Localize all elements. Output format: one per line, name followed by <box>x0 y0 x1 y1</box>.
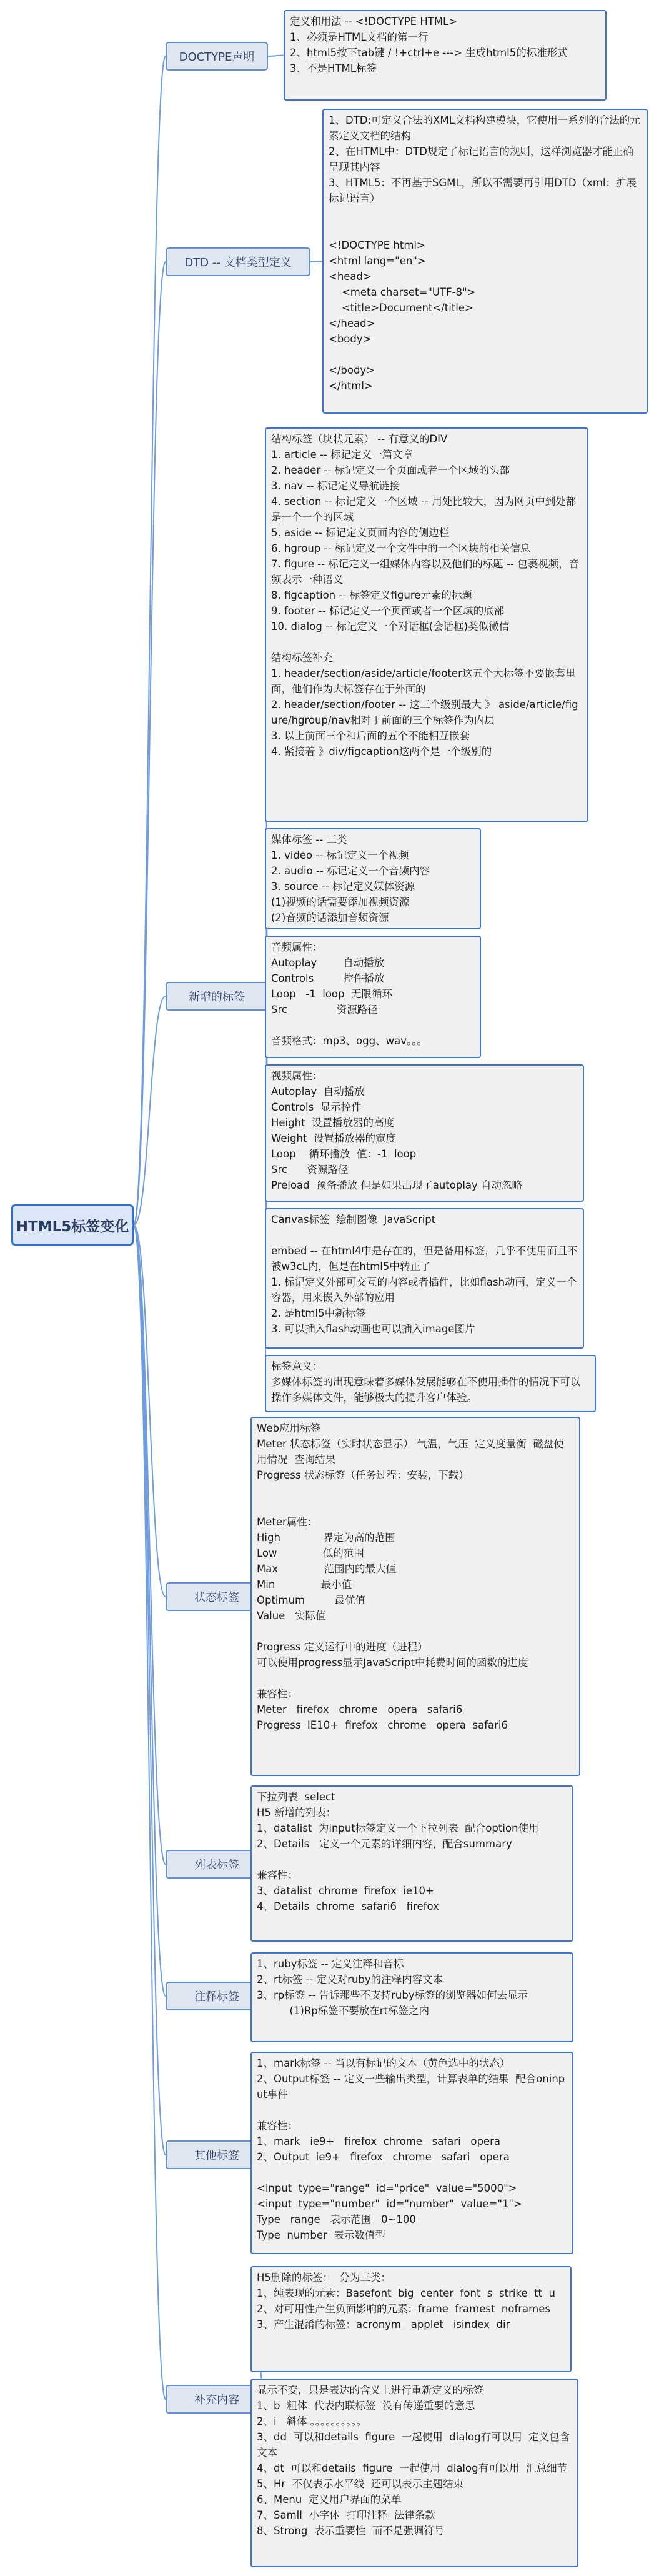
leaf-dtd: 1、DTD:可定义合法的XML文档构建模块，它使用一系列的合法的元素定义文档的结构 2、在HTML中：DTD规定了标记语言的规则，这样浏览器才能正确呈现其内容 3、HTML5：不再基于SGML，所以不需要再引用DTD（xml：扩展标记语言） <!DOCTYPE html> <html lang="en"> <head> <meta charset="UTF-8"> <title>Document</title> </head> <body> </body> </html> <box>322 109 648 414</box>
leaf-other-tags: 1、mark标签 -- 当以有标记的文本（黄色选中的状态） 2、Output标签 -- 定义一些输出类型，计算表单的结果 配合oninput事件 兼容性： 1、mark ie9+ firefox chrome safari opera 2、Output ie9+ firefox chrome safari opera <input type="range" id="price" value="5000"> <input type="number" id="number" value="1"> Type range 表示范围 0~100 Type number 表示数值型 <box>250 2052 573 2254</box>
branch-annotation-tags[interactable]: 注释标签 <box>166 1982 268 2010</box>
leaf-audio-attrs: 音频属性： Autoplay 自动播放 Controls 控件播放 Loop -1 loop 无限循环 Src 资源路径 音频格式：mp3、ogg、wav。。。 <box>265 936 481 1058</box>
connector-branch-leaf <box>268 56 284 57</box>
branch-doctype[interactable]: DOCTYPE声明 <box>166 42 268 71</box>
leaf-canvas-embed: Canvas标签 绘制图像 JavaScript embed -- 在html4中是存在的，但是备用标签，几乎不使用而且不被w3cL内，但是在html5中转正了 1. 标记定义外部可交互的内容或者插件，比如flash动画，定义一个容器，用来嵌入外部的应用 2. 是html5中新标签 3. 可以插入flash动画也可以插入image图片 <box>265 1208 584 1349</box>
root-node[interactable]: HTML5标签变化 <box>11 1204 134 1246</box>
branch-new-tags[interactable]: 新增的标签 <box>166 982 268 1011</box>
leaf-redefined-tags: 显示不变，只是表达的含义上进行重新定义的标签 1、b 粗体 代表内联标签 没有传递重要的意思 2、i 斜体 。。。。。。。。。。 3、dd 可以和details figure 一起使用 dialog有可以用 定义包含文本 4、dt 可以和details figure 一起使用 dialog有可以用 汇总细节 5、Hr 不仅表示水平线 还可以表示主题结束 6、Menu 定义用户界面的菜单 7、Samll 小字体 打印注释 法律条款 8、Strong 表示重要性 而不是强调符号 <box>250 2379 578 2567</box>
leaf-video-attrs: 视频属性： Autoplay 自动播放 Controls 显示控件 Height 设置播放器的高度 Weight 设置播放器的宽度 Loop 循环播放 值：-1 loop Src 资源路径 Preload 预备播放 但是如果出现了autoplay 自动忽略 <box>265 1064 584 1202</box>
leaf-removed-tags: H5删除的标签： 分为三类： 1、纯表现的元素：Basefont big center font s strike tt u 2、对可用性产生负面影响的元素：frame framest noframes 3、产生混淆的标签：acronym applet isindex dir <box>250 2266 572 2372</box>
leaf-list-tags: 下拉列表 select H5 新增的列表： 1、datalist 为input标签定义一个下拉列表 配合option使用 2、Details 定义一个元素的详细内容，配合summary 兼容性： 3、datalist chrome firefox ie10+ 4、Details chrome safari6 firefox <box>250 1785 573 1942</box>
leaf-annotation-tags: 1、ruby标签 -- 定义注释和音标 2、rt标签 -- 定义对ruby的注释内容文本 3、rp标签 -- 告诉那些不支持ruby标签的浏览器如何去显示 (1)Rp标签不要放在rt标签之内 <box>250 1952 573 2042</box>
branch-list-tags[interactable]: 列表标签 <box>166 1850 268 1879</box>
leaf-media-tags: 媒体标签 -- 三类 1. video -- 标记定义一个视频 2. audio -- 标记定义一个音频内容 3. source -- 标记定义媒体资源 (1)视频的话需要添加视频资源 (2)音频的话添加音频资源 <box>265 828 481 929</box>
branch-other-tags[interactable]: 其他标签 <box>166 2140 268 2169</box>
connector-root-branch <box>134 56 166 1225</box>
branch-dtd[interactable]: DTD -- 文档类型定义 <box>166 247 310 276</box>
branch-status-tags[interactable]: 状态标签 <box>166 1582 268 1611</box>
connector-root-branch <box>134 262 166 1225</box>
leaf-web-app-tags: Web应用标签 Meter 状态标签（实时状态显示） 气温，气压 定义度量衡 磁盘使用情况 查询结果 Progress 状态标签（任务过程：安装，下载） Meter属性： High 界定为高的范围 Low 低的范围 Max 范围内的最大值 Min 最小值 Optimum 最优值 Value 实际值 Progress 定义运行中的进度（进程） 可以使用progress显示JavaScript中耗费时间的函数的进度 兼容性： Meter firefox chrome opera safari6 Progress IE10+ firefox chrome opera safari6 <box>250 1417 580 1776</box>
leaf-doctype-usage: 定义和用法 -- <!DOCTYPE HTML> 1、必须是HTML文档的第一行 2、html5按下tab键 / !+ctrl+e ---> 生成html5的标准形式 3、不是HTML标签 <box>284 10 607 101</box>
connector-branch-leaf <box>310 261 322 262</box>
connector-root-branch <box>134 1225 166 2155</box>
connector-root-branch <box>134 1225 166 1996</box>
leaf-tag-meaning: 标签意义： 多媒体标签的出现意味着多媒体发展能够在不使用插件的情况下可以操作多媒体文件，能够极大的提升客户体验。 <box>265 1355 596 1412</box>
leaf-structure-tags: 结构标签（块状元素） -- 有意义的DIV 1. article -- 标记定义一篇文章 2. header -- 标记定义一个页面或者一个区域的头部 3. nav -- 标记定义导航链接 4. section -- 标记定义一个区域 -- 用处比较大，因为网页中到处都是一个一个的区域 5. aside -- 标记定义页面内容的侧边栏 6. hgroup -- 标记定义一个文件中的一个区块的相关信息 7. figure -- 标记定义一组媒体内容以及他们的标题 -- 包裹视频，音频表示一种语义 8. figcaption -- 标签定义figure元素的标题 9. footer -- 标记定义一个页面或者一个区域的底部 10. dialog -- 标记定义一个对话框(会话框)类似微信 结构标签补充 1. header/section/aside/article/footer这五个大标签不要嵌套里面，他们作为大标签存在于外面的 2. header/section/footer -- 这三个级别最大 》 aside/article/figure/hgroup/nav相对于前面的三个标签作为内层 3. 以上前面三个和后面的五个不能相互嵌套 4. 紧接着 》div/figcaption这两个是一个级别的 <box>265 427 588 822</box>
branch-supplement[interactable]: 补充内容 <box>166 2385 268 2414</box>
